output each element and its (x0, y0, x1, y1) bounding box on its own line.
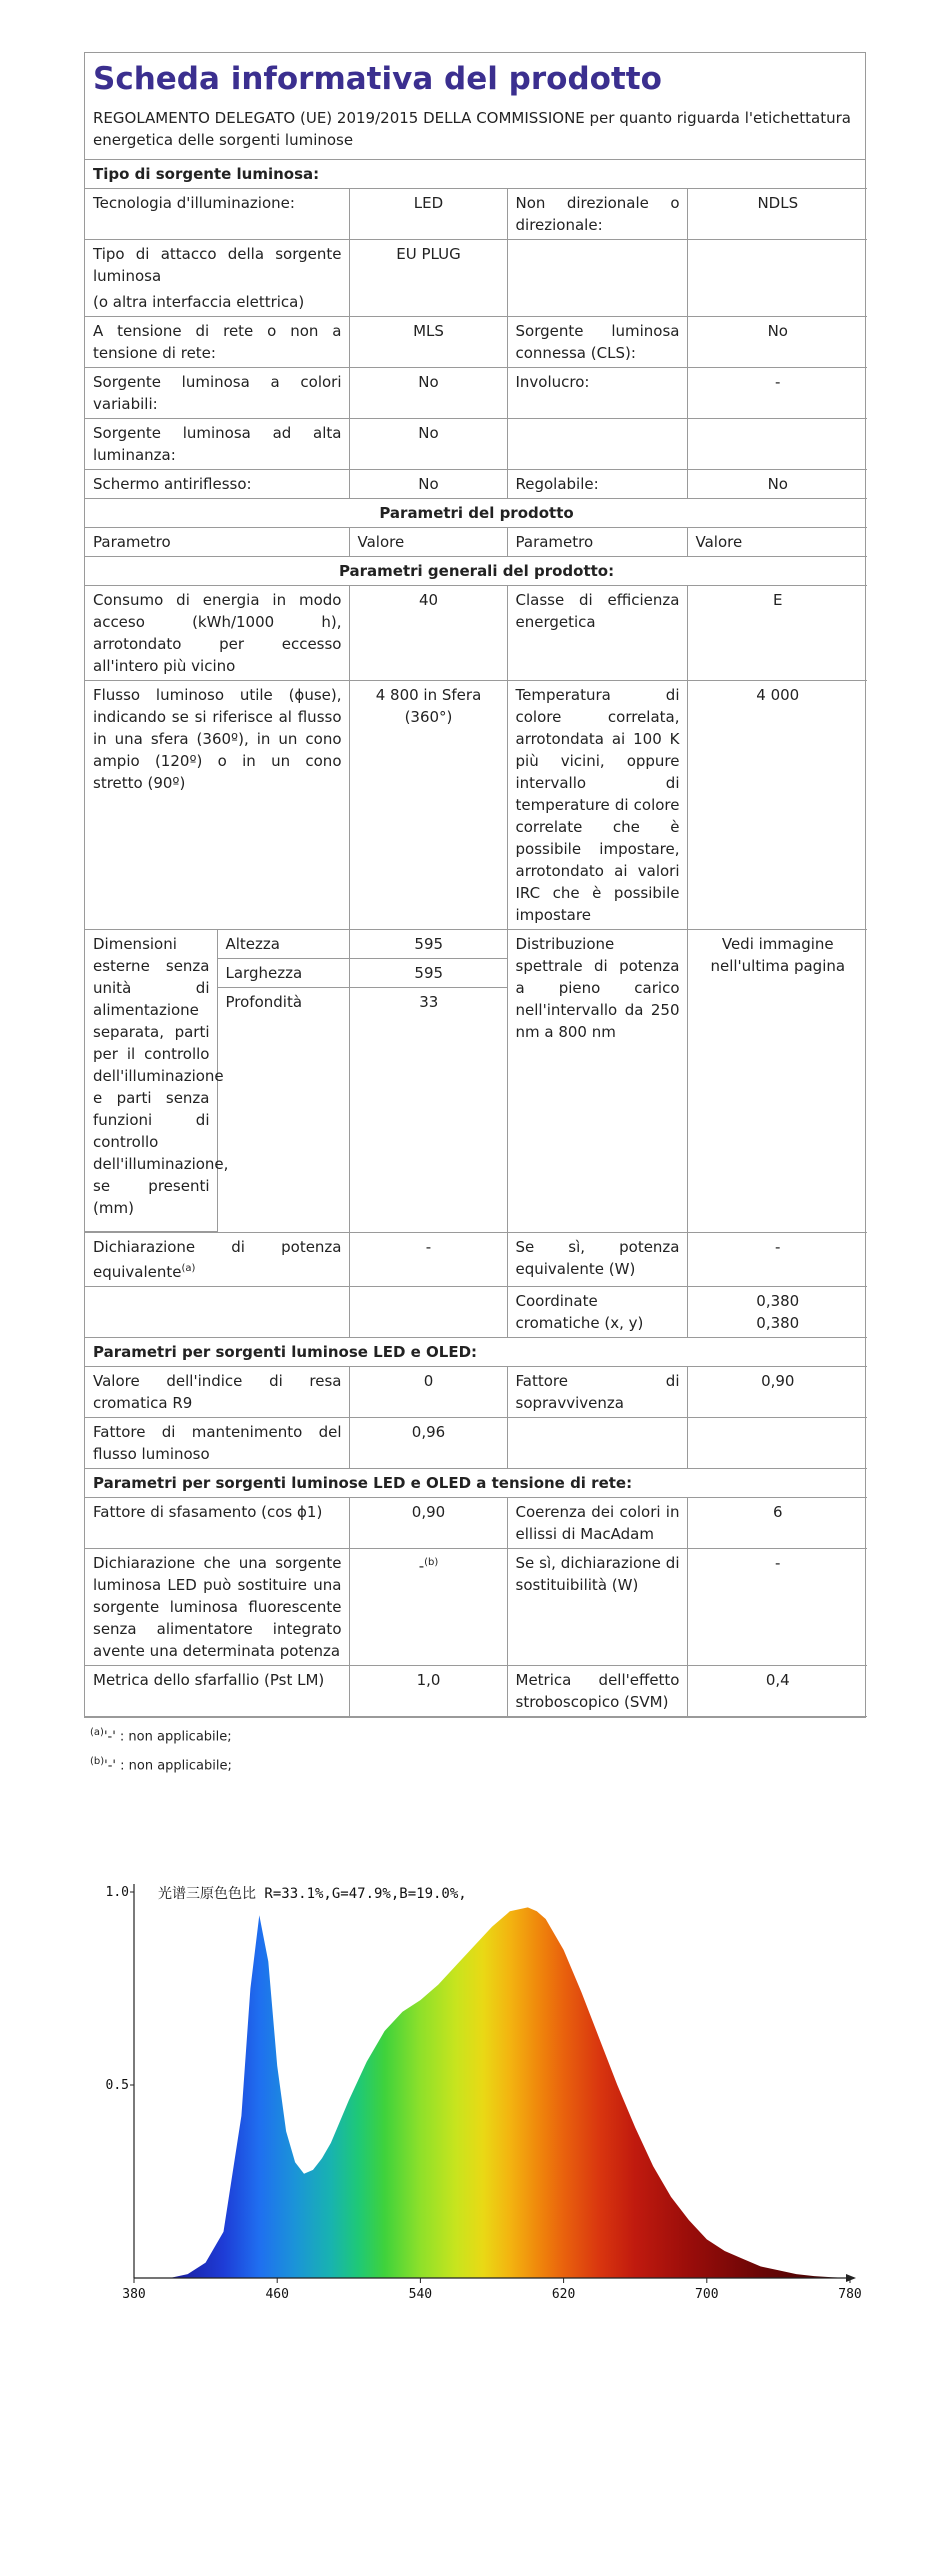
dimensions-table (85, 930, 507, 1232)
value-mains: MLS (349, 317, 507, 368)
table-row (85, 1498, 867, 1549)
label-survival: Fattore di sopravvivenza (507, 1367, 687, 1418)
table-row (85, 1418, 867, 1469)
table-row (85, 368, 867, 419)
regulation-subtitle: REGOLAMENTO DELEGATO (UE) 2019/2015 DELLA COMMISSIONE per quanto riguarda l'etichettatura energetica delle sorgenti luminose (93, 109, 851, 149)
label-flux: Flusso luminoso utile (ɸuse), indicando se si riferisce al flusso in una sfera (360º), in un cono ampio (120º) o in un cono stretto (90º) (85, 681, 349, 930)
value-envelope: - (687, 368, 867, 419)
empty-cell (85, 1287, 349, 1338)
value-lighting-tech: LED (349, 189, 507, 240)
label-chromaticity: Coordinate cromatiche (x, y) (507, 1287, 687, 1338)
x-tick-label: 780 (838, 2287, 862, 2302)
footnote-mark: (a) (181, 1263, 196, 1274)
value-flicker: 1,0 (349, 1666, 507, 1717)
value-macadam: 6 (687, 1498, 867, 1549)
empty-cell (687, 1418, 867, 1469)
table-row (85, 1469, 867, 1498)
value-cct: 4 000 (687, 681, 867, 930)
value-width: 595 (349, 959, 507, 988)
label-cct: Temperatura di colore correlata, arrotondata ai 100 K più vicini, oppure intervallo di temperature di colore correlate che è possibile impostare, arrotondato ai valori IRC che è possibile impostare (507, 681, 687, 930)
footnote-text: '-' : non applicabile; (103, 1729, 232, 1745)
footnote-mark: (a) (90, 1727, 104, 1738)
value-non-directional: NDLS (687, 189, 867, 240)
value-spectral: Vedi immagine nell'ultima pagina (687, 930, 867, 1233)
value-dimmable: No (687, 470, 867, 499)
table-row (85, 1338, 867, 1367)
empty-cell (687, 240, 867, 317)
column-header: Parametro (85, 528, 349, 557)
section-light-source-type: Tipo di sorgente luminosa: (85, 160, 867, 189)
section-general-params: Parametri generali del prodotto: (85, 557, 867, 586)
y-tick-label: 1.0 (105, 1885, 129, 1900)
x-tick-label: 700 (695, 2287, 719, 2302)
column-header: Valore (687, 528, 867, 557)
label-flicker: Metrica dello sfarfallio (Pst LM) (85, 1666, 349, 1717)
label-mains: A tensione di rete o non a tensione di rete: (85, 317, 349, 368)
table-header-row (85, 528, 867, 557)
dimensions-cell (85, 930, 507, 1233)
label-equiv-power-w: Se sì, potenza equivalente (W) (507, 1233, 687, 1287)
value-equiv-power-w: - (687, 1233, 867, 1287)
column-header: Parametro (507, 528, 687, 557)
x-tick-label: 540 (408, 2287, 433, 2302)
empty-cell (507, 1418, 687, 1469)
label-dimmable: Regolabile: (507, 470, 687, 499)
value-chromaticity (687, 1287, 867, 1338)
cap-type-text: Tipo di attacco della sorgente luminosa (93, 245, 342, 285)
section-led-oled: Parametri per sorgenti luminose LED e OLED: (85, 1338, 867, 1367)
label-connected: Sorgente luminosa connessa (CLS): (507, 317, 687, 368)
value-r9: 0 (349, 1367, 507, 1418)
label-envelope: Involucro: (507, 368, 687, 419)
value-equiv-power: - (349, 1233, 507, 1287)
x-tick-label: 620 (551, 2287, 576, 2302)
label-lumen-maint: Fattore di mantenimento del flusso luminoso (85, 1418, 349, 1469)
value-stroboscopic: 0,4 (687, 1666, 867, 1717)
table-row (85, 240, 867, 317)
x-tick-label: 460 (265, 2287, 289, 2302)
label-spectral: Distribuzione spettrale di potenza a pieno carico nell'intervallo da 250 nm a 800 nm (507, 930, 687, 1233)
empty-cell (687, 419, 867, 470)
equiv-power-text: Dichiarazione di potenza equivalente (93, 1238, 342, 1281)
spec-table (85, 160, 867, 1717)
spectral-distribution-chart (0, 1850, 950, 2330)
value-high-luminance: No (349, 419, 507, 470)
label-colour-tunable: Sorgente luminosa a colori variabili: (85, 368, 349, 419)
label-width: Larghezza (217, 959, 349, 988)
label-anti-glare: Schermo antiriflesso: (85, 470, 349, 499)
footnotes (90, 1720, 232, 1779)
label-stroboscopic: Metrica dell'effetto stroboscopico (SVM) (507, 1666, 687, 1717)
value-cap-type: EU PLUG (349, 240, 507, 317)
column-header: Valore (349, 528, 507, 557)
empty-cell (349, 1287, 507, 1338)
label-depth: Profondità (217, 988, 349, 1232)
value-efficiency-class: E (687, 586, 867, 681)
chromaticity-y: 0,380 (756, 1314, 800, 1332)
label-displacement: Fattore di sfasamento (cos ɸ1) (85, 1498, 349, 1549)
spectral-chart-svg (0, 1850, 950, 2330)
label-replace: Dichiarazione che una sorgente luminosa LED può sostituire una sorgente luminosa fluorescente senza alimentatore integrato avente una determinata potenza (85, 1549, 349, 1666)
value-connected: No (687, 317, 867, 368)
table-row (85, 1367, 867, 1418)
table-row (85, 160, 867, 189)
y-tick-label: 0.5 (105, 2078, 129, 2093)
table-row (85, 1666, 867, 1717)
value-lumen-maint: 0,96 (349, 1418, 507, 1469)
x-tick-label: 380 (122, 2287, 146, 2302)
table-row (85, 557, 867, 586)
footnote-b (90, 1749, 232, 1778)
label-efficiency-class: Classe di efficienza energetica (507, 586, 687, 681)
value-displacement: 0,90 (349, 1498, 507, 1549)
footnote-mark: (b) (90, 1756, 105, 1768)
table-row (85, 499, 867, 528)
sheet-header (85, 53, 865, 160)
label-macadam: Coerenza dei colori in ellissi di MacAdam (507, 1498, 687, 1549)
table-row (85, 1287, 867, 1338)
table-row (85, 1233, 867, 1287)
table-row (85, 586, 867, 681)
empty-cell (507, 419, 687, 470)
label-height: Altezza (217, 930, 349, 959)
label-r9: Valore dell'indice di resa cromatica R9 (85, 1367, 349, 1418)
value-colour-tunable: No (349, 368, 507, 419)
product-info-sheet (84, 52, 866, 1718)
empty-cell (507, 240, 687, 317)
value-replace (349, 1549, 507, 1666)
footnote-text: '-' : non applicabile; (104, 1758, 232, 1774)
value-depth: 33 (349, 988, 507, 1232)
chromaticity-x: 0,380 (756, 1292, 800, 1310)
section-product-params: Parametri del prodotto (85, 499, 867, 528)
value-anti-glare: No (349, 470, 507, 499)
page-title: Scheda informativa del prodotto (93, 61, 662, 97)
value-replace-w: - (687, 1549, 867, 1666)
label-lighting-tech: Tecnologia d'illuminazione: (85, 189, 349, 240)
label-replace-w: Se sì, dichiarazione di sostituibilità (W) (507, 1549, 687, 1666)
value-height: 595 (349, 930, 507, 959)
table-row (85, 930, 507, 959)
footnote-a (90, 1720, 232, 1749)
value-flux: 4 800 in Sfera (360°) (349, 681, 507, 930)
table-row (85, 681, 867, 930)
table-row (85, 317, 867, 368)
x-axis-arrow (846, 2274, 856, 2282)
section-led-oled-mains: Parametri per sorgenti luminose LED e OLED a tensione di rete: (85, 1469, 867, 1498)
label-equiv-power (85, 1233, 349, 1287)
value-energy: 40 (349, 586, 507, 681)
label-non-directional: Non direzionale o direzionale: (507, 189, 687, 240)
spectrum-area (134, 1907, 850, 2278)
label-energy: Consumo di energia in modo acceso (kWh/1000 h), arrotondato per eccesso all'intero più vicino (85, 586, 349, 681)
replace-value: - (418, 1557, 425, 1575)
value-survival: 0,90 (687, 1367, 867, 1418)
table-row (85, 189, 867, 240)
table-row (85, 930, 867, 1233)
label-cap-type (85, 240, 349, 317)
table-row (85, 1549, 867, 1666)
table-row (85, 419, 867, 470)
label-dimensions: Dimensioni esterne senza unità di alimentazione separata, parti per il controllo dell'illuminazione e parti senza funzioni di controllo dell'illuminazione, se presenti (mm) (85, 930, 217, 1232)
table-row (85, 470, 867, 499)
chart-title: 光谱三原色色比 R=33.1%,G=47.9%,B=19.0%, (158, 1886, 467, 1902)
cap-type-note: (o altra interfaccia elettrica) (93, 293, 305, 311)
label-high-luminance: Sorgente luminosa ad alta luminanza: (85, 419, 349, 470)
footnote-mark: (b) (424, 1557, 439, 1568)
